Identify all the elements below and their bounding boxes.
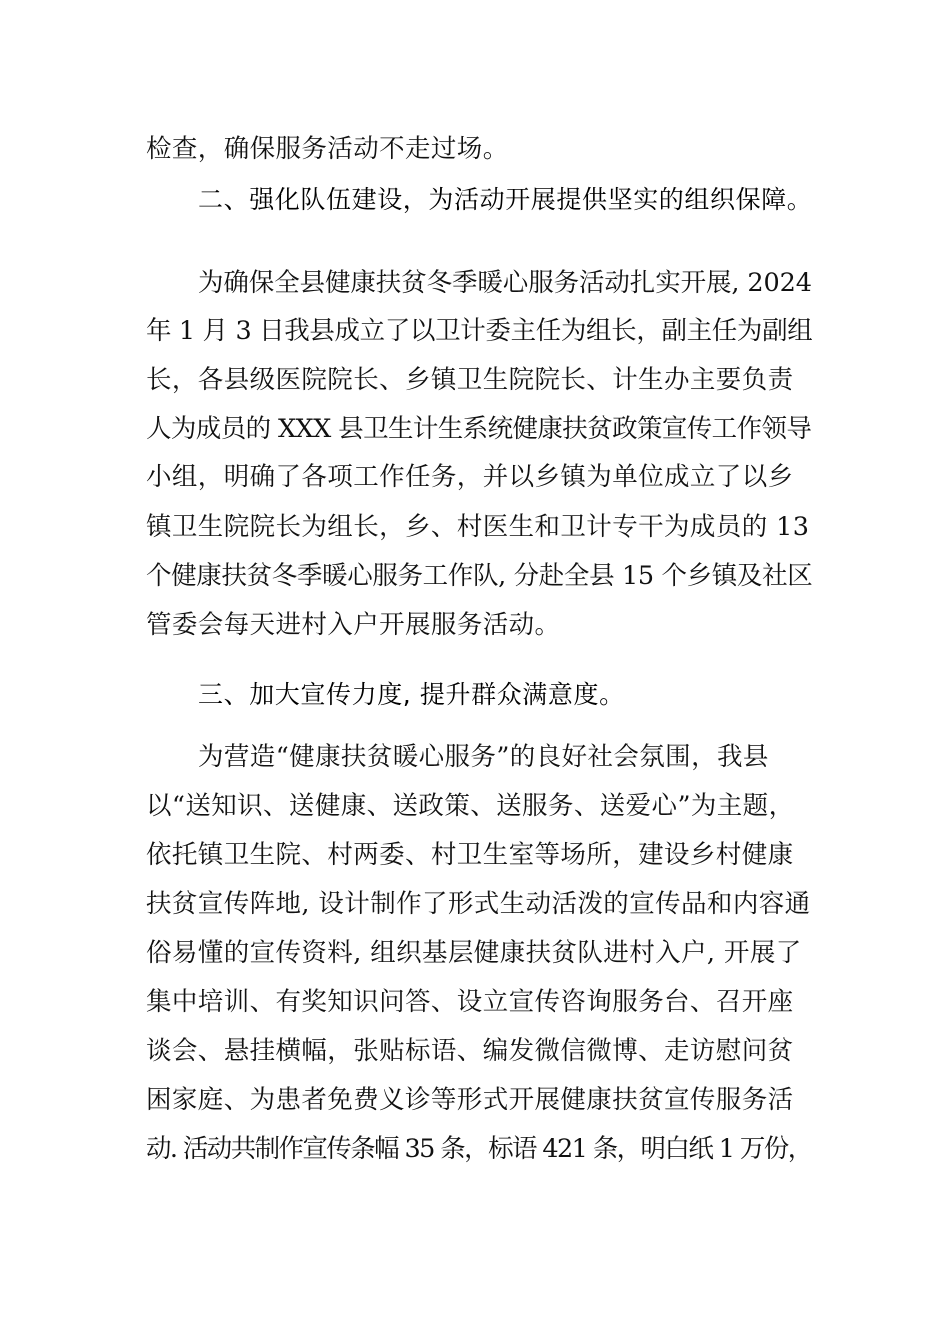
body-text-line: 以“送知识、送健康、送政策、送服务、送爱心”为主题， bbox=[146, 791, 795, 821]
section-heading-3: 三、加大宣传力度, 提升群众满意度。 bbox=[198, 680, 625, 709]
paragraph-first-line: 为营造“健康扶贫暖心服务”的良好社会氛围，我县 bbox=[198, 742, 769, 772]
body-text-line: 人为成员的 XXX 县卫生计生系统健康扶贫政策宣传工作领导 bbox=[146, 414, 812, 444]
body-text-line: 扶贫宣传阵地, 设计制作了形式生动活泼的宣传品和内容通 bbox=[146, 889, 811, 919]
body-text-line: 集中培训、有奖知识问答、设立宣传咨询服务台、召开座 bbox=[146, 987, 794, 1017]
body-text-line: 镇卫生院院长为组长，乡、村医生和卫计专干为成员的 13 bbox=[146, 512, 810, 542]
body-text-line: 年 1 月 3 日我县成立了以卫计委主任为组长，副主任为副组 bbox=[146, 316, 813, 346]
body-text-line: 小组，明确了各项工作任务，并以乡镇为单位成立了以乡 bbox=[146, 462, 794, 492]
body-text-line: 动. 活动共制作宣传条幅 35 条，标语 421 条，明白纸 1 万份， bbox=[146, 1134, 812, 1164]
paragraph-first-line: 为确保全县健康扶贫冬季暖心服务活动扎实开展, 2024 bbox=[198, 268, 812, 298]
body-text-line: 俗易懂的宣传资料, 组织基层健康扶贫队进村入户, 开展了 bbox=[146, 938, 802, 968]
body-text-line: 检查，确保服务活动不走过场。 bbox=[146, 134, 509, 164]
body-text-line: 个健康扶贫冬季暖心服务工作队, 分赴全县 15 个乡镇及社区 bbox=[146, 561, 813, 591]
body-text-line: 依托镇卫生院、村两委、村卫生室等场所，建设乡村健康 bbox=[146, 840, 794, 870]
section-heading-2: 二、强化队伍建设，为活动开展提供坚实的组织保障。 bbox=[198, 185, 813, 214]
body-text-line: 长，各县级医院院长、乡镇卫生院院长、计生办主要负责 bbox=[146, 365, 794, 395]
body-text-line: 困家庭、为患者免费义诊等形式开展健康扶贫宣传服务活 bbox=[146, 1085, 794, 1115]
body-text-line: 谈会、悬挂横幅，张贴标语、编发微信微博、走访慰问贫 bbox=[146, 1036, 794, 1066]
body-text-line: 管委会每天进村入户开展服务活动。 bbox=[146, 610, 561, 640]
